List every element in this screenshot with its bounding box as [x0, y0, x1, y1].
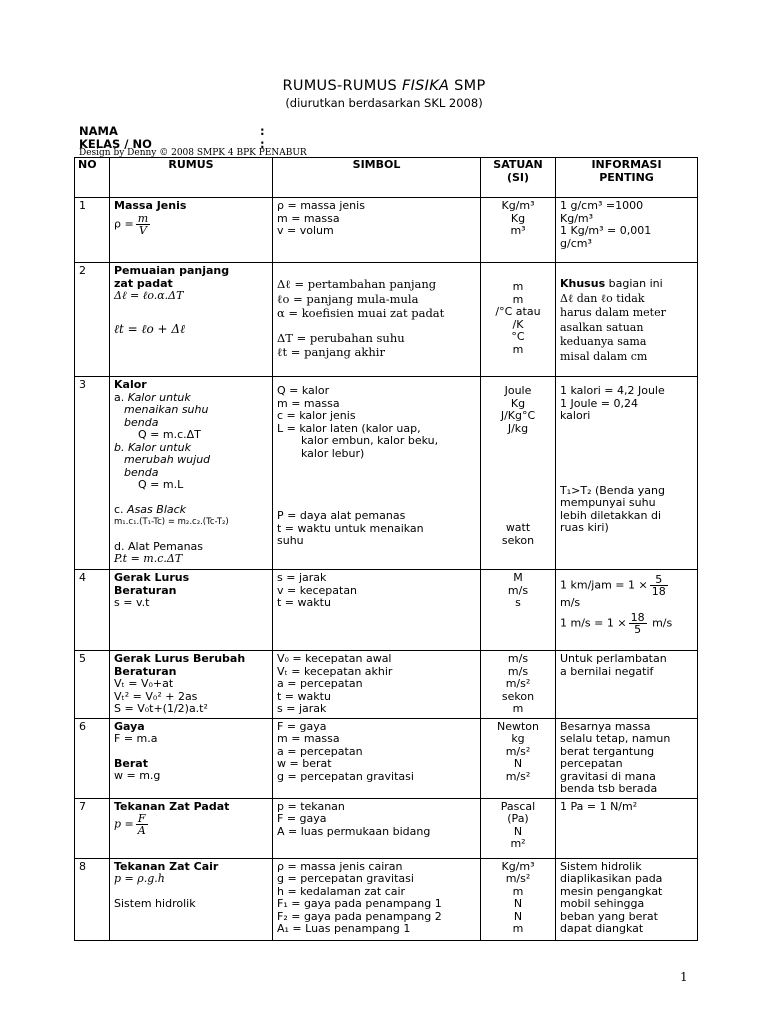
col-header-simbol: SIMBOL — [273, 158, 481, 198]
table-row — [75, 718, 698, 798]
page-title: RUMUS-RUMUS FISIKA SMP — [282, 78, 486, 94]
satuan-cell: Joule Kg J/Kg°C J/kg watt sekon — [481, 377, 556, 570]
table-row — [75, 263, 698, 377]
simbol-cell: s = jarak v = kecepatan t = waktu — [273, 570, 481, 651]
satuan-cell: m/s m/s m/s² sekon m — [481, 651, 556, 719]
col-header-informasi: INFORMASI PENTING — [556, 158, 698, 198]
simbol-cell: Δℓ = pertambahan panjang ℓo = panjang mula-mula α = koefisien muai zat padat ΔT = perubahan suhu ℓt = panjang akhir — [273, 263, 481, 377]
rumus-cell: Gerak Lurus Berubah Beraturan Vₜ = V₀+at Vₜ² = V₀² + 2as S = V₀t+(1/2)a.t² — [110, 651, 273, 719]
page-number: 1 — [680, 970, 688, 984]
row-number: 6 — [75, 718, 110, 798]
simbol-cell: Q = kalor m = massa c = kalor jenis L = kalor laten (kalor uap, kalor embun, kalor beku, kalor lebur) P = daya alat pemanas t = waktu untuk menaikan suhu — [273, 377, 481, 570]
col-header-rumus: RUMUS — [110, 158, 273, 198]
rumus-cell: Tekanan Zat Padat p = $\frac{F}{A}$ — [110, 798, 273, 858]
satuan-cell: Kg/m³ m/s² m N N m — [481, 858, 556, 940]
nama-label: NAMA — [79, 124, 118, 138]
table-row — [75, 858, 698, 940]
table-row — [75, 377, 698, 570]
table-row — [75, 651, 698, 719]
simbol-cell: V₀ = kecepatan awal Vₜ = kecepatan akhir a = percepatan t = waktu s = jarak — [273, 651, 481, 719]
rumus-cell: Pemuaian panjang zat padat Δℓ = ℓo.α.ΔT ℓt = ℓo + Δℓ — [110, 263, 273, 377]
nama-colon: : — [260, 124, 265, 138]
kelas-colon: : — [260, 137, 265, 151]
simbol-cell: ρ = massa jenis cairan g = percepatan gravitasi h = kedalaman zat cair F₁ = gaya pada penampang 1 F₂ = gaya pada penampang 2 A₁ = Luas penampang 1 — [273, 858, 481, 940]
info-cell: 1 Pa = 1 N/m² — [556, 798, 698, 858]
row-number: 8 — [75, 858, 110, 940]
row-number: 3 — [75, 377, 110, 570]
rumus-cell: Massa Jenis ρ = $\frac{m}{V}$ — [110, 198, 273, 263]
satuan-cell: M m/s s — [481, 570, 556, 651]
satuan-cell: Pascal (Pa) N m² — [481, 798, 556, 858]
row-number: 5 — [75, 651, 110, 719]
info-cell: Khusus bagian ini Δℓ dan ℓo tidak harus dalam meter asalkan satuan keduanya sama misal dalam cm — [556, 263, 698, 377]
table-row — [75, 570, 698, 651]
table-header-row — [75, 158, 698, 198]
row-number: 2 — [75, 263, 110, 377]
table-row — [75, 798, 698, 858]
kelas-label: KELAS / NO — [79, 137, 152, 151]
rumus-cell: Gaya F = m.a Berat w = m.g — [110, 718, 273, 798]
table-row — [75, 198, 698, 263]
formula-table — [74, 157, 698, 941]
row-number: 7 — [75, 798, 110, 858]
simbol-cell: p = tekanan F = gaya A = luas permukaan bidang — [273, 798, 481, 858]
col-header-satuan: SATUAN (SI) — [481, 158, 556, 198]
simbol-cell: F = gaya m = massa a = percepatan w = berat g = percepatan gravitasi — [273, 718, 481, 798]
page-subtitle: (diurutkan berdasarkan SKL 2008) — [285, 96, 483, 110]
col-header-no: NO — [75, 158, 110, 198]
info-cell: Sistem hidrolik diaplikasikan pada mesin pengangkat mobil sehingga beban yang berat dapat diangkat — [556, 858, 698, 940]
rumus-cell: Kalor a. Kalor untuk menaikan suhu benda Q = m.c.ΔT b. Kalor untuk merubah wujud benda Q = m.L c. Asas Black m₁.c₁.(T₁-Tc) = m₂.c₂.(Tc-T₂) d. Alat Pemanas P.t = m.c.ΔT — [110, 377, 273, 570]
info-cell: 1 g/cm³ =1000 Kg/m³ 1 Kg/m³ = 0,001 g/cm³ — [556, 198, 698, 263]
info-cell: Besarnya massa selalu tetap, namun berat tergantung percepatan gravitasi di mana benda tsb berada — [556, 718, 698, 798]
nama-field — [79, 124, 265, 138]
design-credit: Design by Denny © 2008 SMPK 4 BPK PENABUR — [79, 148, 307, 158]
satuan-cell: Kg/m³ Kg m³ — [481, 198, 556, 263]
rumus-cell: Gerak Lurus Beraturan s = v.t — [110, 570, 273, 651]
info-cell: 1 kalori = 4,2 Joule 1 Joule = 0,24 kalori T₁>T₂ (Benda yang mempunyai suhu lebih diletakkan di ruas kiri) — [556, 377, 698, 570]
info-cell: Untuk perlambatan a bernilai negatif — [556, 651, 698, 719]
satuan-cell: Newton kg m/s² N m/s² — [481, 718, 556, 798]
simbol-cell: ρ = massa jenis m = massa v = volum — [273, 198, 481, 263]
row-number: 4 — [75, 570, 110, 651]
rumus-cell: Tekanan Zat Cair p = ρ.g.h Sistem hidrolik — [110, 858, 273, 940]
info-cell: 1 km/jam = 1 × $\frac{5}{18}$ m/s 1 m/s = 1 × $\frac{18}{5}$ m/s — [556, 570, 698, 651]
row-number: 1 — [75, 198, 110, 263]
satuan-cell: m m /°C atau /K °C m — [481, 263, 556, 377]
